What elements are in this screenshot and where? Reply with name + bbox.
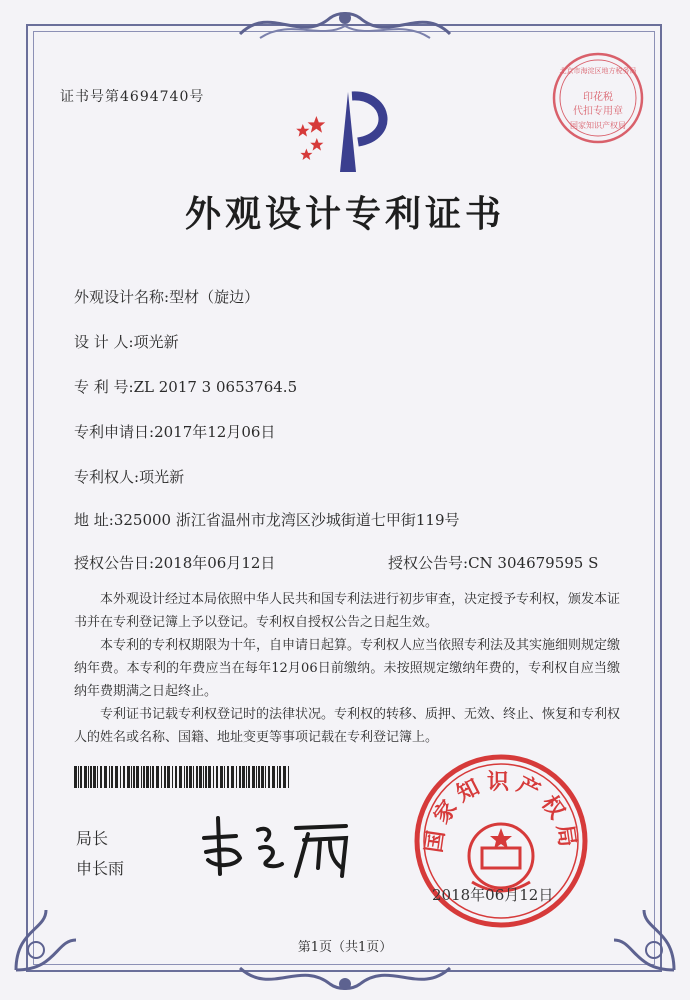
page-number: 第1页（共1页） [297,940,393,955]
barcode-bar [248,766,250,788]
body-paragraph: 专利证书记载专利权登记时的法律状况。专利权的转移、质押、无效、终止、恢复和专利权人的姓名或名称、国籍、地址变更等事项记载在专利登记簿上。 [74,707,621,745]
barcode-bar [196,766,198,788]
barcode-bar [152,766,154,788]
grant-number-value: CN 304679595 S [468,554,599,572]
barcode-bar [272,766,275,788]
barcode-bar [120,766,121,788]
barcode-bar [261,766,264,788]
barcode-bar [143,766,145,788]
design-name-label: 外观设计名称: [74,288,170,306]
barcode-bar [161,766,162,788]
barcode-bar [236,766,237,788]
tax-stamp-line1: 印花税 [583,92,613,103]
barcode-bar [205,766,207,788]
body-paragraph: 本外观设计经过本局依照中华人民共和国专利法进行初步审查，决定授予专利权，颁发本证书并在专利登记簿上予以登记。专利权自授权公告之日起生效。 [74,592,621,630]
tax-stamp-bottom-text: 国家知识产权局 [570,121,626,130]
barcode-bar [256,766,257,788]
barcode-bar [150,766,151,788]
barcode-bar [220,766,223,788]
barcode-bar [213,766,214,788]
barcode-bar [224,766,225,788]
barcode-bar [93,766,96,788]
patent-number-field [74,376,297,397]
patent-number-label: 专 利 号: [74,378,134,396]
patentee-value: 项光新 [139,468,185,486]
barcode-bar [88,766,89,788]
barcode-bar [184,766,185,788]
barcode-bar [78,766,79,788]
barcode-bar [175,766,177,788]
barcode-bar [80,766,82,788]
patentee-field [74,466,184,487]
barcode-bar [277,766,278,788]
barcode [74,766,292,788]
filing-date-field [74,421,275,442]
director-signature-icon [196,808,366,884]
grant-number-field [388,552,598,573]
barcode-bar [74,766,77,788]
barcode-bar [172,766,173,788]
seal-date: 2018年06月12日 [432,886,554,904]
barcode-bar [156,766,159,788]
barcode-bar [123,766,125,788]
barcode-bar [90,766,92,788]
barcode-bar [127,766,130,788]
barcode-bar [131,766,132,788]
designer-field [74,331,179,352]
certificate-body [74,588,620,749]
top-ornament-icon [230,4,460,44]
grant-date-value: 2018年06月12日 [154,554,276,572]
barcode-bar [109,766,110,788]
director-title: 局长 [76,829,109,848]
barcode-bar [136,766,139,788]
tax-stamp-top-text: 北京市海淀区地方税务局 [559,67,637,75]
address-value: 325000 浙江省温州市龙湾区沙城街道七甲街119号 [113,511,460,529]
barcode-bar [199,766,202,788]
grant-date-field [74,552,275,573]
barcode-bar [111,766,113,788]
design-name-field [74,286,259,307]
barcode-bar [252,766,255,788]
barcode-bar [141,766,142,788]
barcode-bar [208,766,211,788]
barcode-bar [104,766,107,788]
body-paragraph: 本专利的专利权期限为十年，自申请日起算。专利权人应当依照专利法及其实施细则规定缴纳年费。本专利的年费应当在每年12月06日前缴纳。未按照规定缴纳年费的，专利权自应当缴纳年费期满之日起终止。 [74,638,621,699]
grant-date-label: 授权公告日: [74,554,155,572]
barcode-bar [227,766,229,788]
barcode-bar [189,766,192,788]
barcode-bar [179,766,182,788]
barcode-bar [265,766,266,788]
address-field [74,509,460,530]
designer-value: 项光新 [133,333,179,351]
barcode-bar [203,766,204,788]
barcode-bar [164,766,166,788]
seal-text: 国家知识产权局 [421,770,581,855]
certificate-title: 外观设计专利证书 [184,194,505,235]
corner-ornament-icon [594,890,684,980]
barcode-bar [288,766,289,788]
patentee-label: 专利权人: [74,468,140,486]
barcode-bar [167,766,170,788]
barcode-bar [239,766,241,788]
design-name-value: 型材（旋边） [169,288,260,306]
filing-date-label: 专利申请日: [74,423,155,441]
barcode-bar [133,766,135,788]
corner-ornament-icon [6,890,96,980]
designer-label: 设 计 人: [74,333,134,351]
barcode-bar [97,766,98,788]
barcode-bar [268,766,270,788]
barcode-bar [84,766,87,788]
bottom-ornament-icon [230,960,460,996]
tax-stamp-line2: 代扣专用章 [573,106,623,117]
barcode-bar [283,766,286,788]
director-name: 申长雨 [76,859,125,878]
cnipa-logo-icon [296,86,406,176]
barcode-bar [279,766,281,788]
barcode-bar [231,766,234,788]
barcode-bar [146,766,149,788]
barcode-bar [246,766,247,788]
patent-number-value: ZL 2017 3 0653764.5 [133,378,298,396]
barcode-bar [216,766,218,788]
barcode-bar [258,766,260,788]
barcode-bar [100,766,102,788]
barcode-bar [186,766,188,788]
grant-number-label: 授权公告号: [388,554,469,572]
address-label: 地 址: [74,511,114,529]
filing-date-value: 2017年12月06日 [154,423,276,441]
barcode-bar [193,766,194,788]
barcode-bar [115,766,118,788]
barcode-bar [242,766,245,788]
certificate-number: 证书号第4694740号 [60,89,205,105]
